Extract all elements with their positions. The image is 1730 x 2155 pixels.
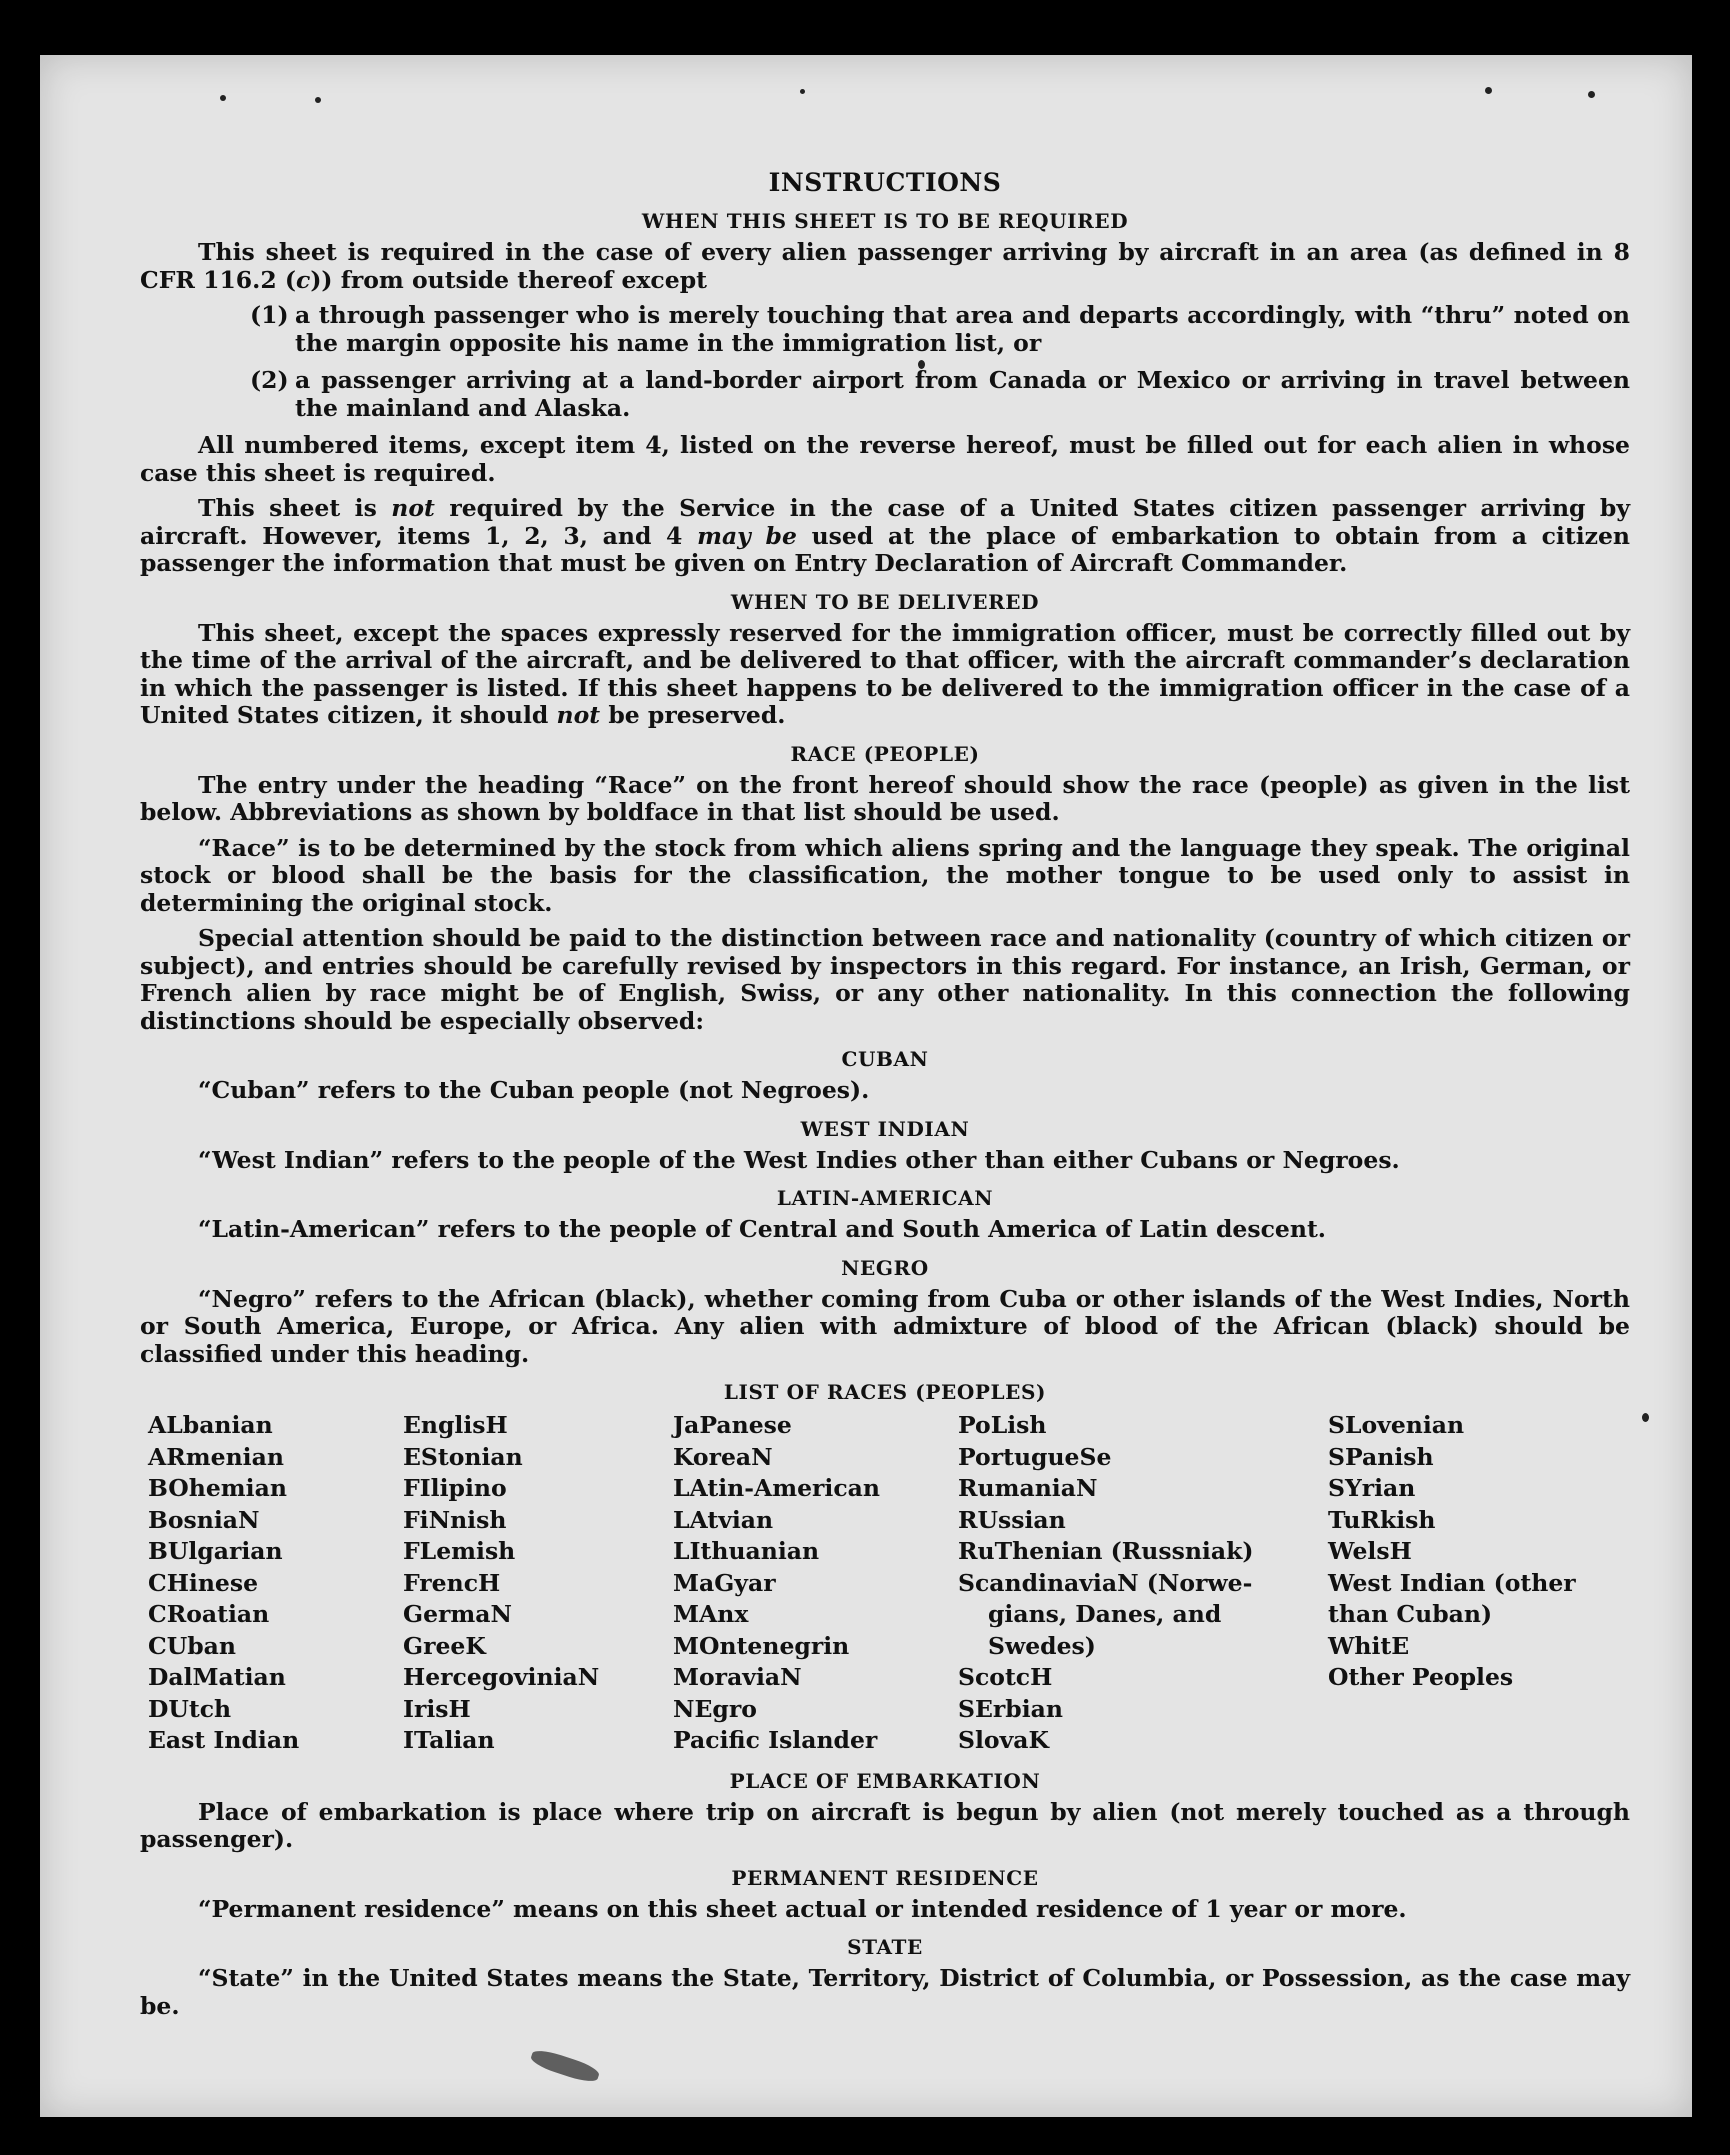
race-entry: ITalian bbox=[403, 1726, 495, 1754]
race-entry: LAtvian bbox=[673, 1505, 774, 1534]
race-entry: gians, Danes, and bbox=[988, 1600, 1222, 1628]
race-entry: RumaniaN bbox=[958, 1474, 1098, 1502]
races-column-5 bbox=[1328, 1410, 1613, 1757]
races-column-1 bbox=[148, 1410, 403, 1757]
race-entry: FiNnish bbox=[403, 1505, 507, 1534]
race-entry: LAtin-American bbox=[673, 1474, 880, 1502]
races-list bbox=[148, 1410, 1630, 1757]
section-heading-residence: PERMANENT RESIDENCE bbox=[731, 1865, 1039, 1890]
section-heading-negro: NEGRO bbox=[841, 1255, 929, 1280]
race-entry: EStonian bbox=[403, 1442, 523, 1471]
race-entry: MoraviaN bbox=[673, 1663, 802, 1691]
race-entry: SYrian bbox=[1328, 1474, 1416, 1502]
section-heading-delivered: WHEN TO BE DELIVERED bbox=[730, 589, 1040, 614]
speck bbox=[1485, 87, 1492, 94]
race-entry: RuThenian (Russniak) bbox=[958, 1537, 1254, 1565]
delivered-para: This sheet, except the spaces expressly reserved for the immigration officer, must be correctly filled out by the time of the arrival of the aircraft, and be delivered to that officer, with the aircraft commander’s declaration in which the passenger is listed. If this sheet happens to be delivered to the immigration officer in the case of a United States citizen, it should not be preserved. bbox=[140, 618, 1630, 729]
race-entry: BUlgarian bbox=[148, 1537, 283, 1565]
races-column-4 bbox=[958, 1410, 1328, 1757]
race-entry: than Cuban) bbox=[1328, 1600, 1493, 1628]
race-entry: LIthuanian bbox=[673, 1537, 820, 1565]
race-entry: MaGyar bbox=[673, 1568, 776, 1597]
race-entry: BosniaN bbox=[148, 1505, 260, 1534]
page-title: INSTRUCTIONS bbox=[768, 168, 1002, 197]
race-entry: PortugueSe bbox=[958, 1442, 1112, 1471]
race-entry: GreeK bbox=[403, 1631, 486, 1660]
speck bbox=[220, 95, 226, 101]
races-column-2 bbox=[403, 1410, 673, 1757]
race-entry: WhitE bbox=[1328, 1631, 1410, 1660]
section-heading-west-indian: WEST INDIAN bbox=[800, 1116, 970, 1141]
required-intro: This sheet is required in the case of every alien passenger arriving by aircraft in an area (as defined in 8 CFR 116.2 (c)) from outside thereof except bbox=[140, 238, 1630, 294]
race-entry: FrencH bbox=[403, 1568, 501, 1597]
race-entry: ARmenian bbox=[148, 1442, 284, 1471]
race-entry: HercegoviniaN bbox=[403, 1663, 600, 1691]
speck bbox=[800, 89, 805, 94]
race-entry: GermaN bbox=[403, 1600, 512, 1628]
section-heading-races-list: LIST OF RACES (PEOPLES) bbox=[723, 1380, 1047, 1404]
race-entry: ScandinaviaN (Norwe- bbox=[958, 1568, 1253, 1597]
race-entry: ScotcH bbox=[958, 1663, 1053, 1691]
race-entry: Other Peoples bbox=[1328, 1663, 1514, 1691]
negro-text: “Negro” refers to the African (black), whether coming from Cuba or other islands of the West Indies, North or South America, Europe, or Africa. Any alien with admixture of blood of the African (black) should be classified under this heading. bbox=[140, 1284, 1630, 1368]
residence-text: “Permanent residence” means on this sheet actual or intended residence of 1 year or more. bbox=[198, 1894, 1407, 1923]
race-entry: DUtch bbox=[148, 1694, 232, 1723]
section-heading-latin-american: LATIN-AMERICAN bbox=[776, 1186, 994, 1210]
section-heading-cuban: CUBAN bbox=[841, 1047, 929, 1071]
race-entry: SLovenian bbox=[1328, 1411, 1465, 1439]
document-sheet bbox=[40, 55, 1692, 2117]
race-entry: TuRkish bbox=[1328, 1505, 1436, 1534]
race-entry: CHinese bbox=[148, 1568, 259, 1597]
section-heading-race: RACE (PEOPLE) bbox=[790, 741, 980, 766]
section-heading-state: STATE bbox=[847, 1935, 923, 1959]
race-entry: FLemish bbox=[403, 1537, 516, 1565]
race-entry: JaPanese bbox=[673, 1411, 792, 1439]
section-heading-embarkation: PLACE OF EMBARKATION bbox=[729, 1768, 1041, 1793]
race-entry: MOntenegrin bbox=[673, 1631, 850, 1660]
instructions-content bbox=[140, 110, 1630, 2028]
race-entry: NEgro bbox=[673, 1694, 757, 1723]
race-para-3: Special attention should be paid to the distinction between race and nationality (country of which citizen or subject), and entries should be carefully revised by inspectors in this regard. For instance, an Irish, German, or French alien by race might be of English, Swiss, or any other nationality. In this connection the following distinctions should be especially observed: bbox=[140, 924, 1630, 1035]
race-entry: EnglisH bbox=[403, 1411, 508, 1439]
section-heading-required: WHEN THIS SHEET IS TO BE REQUIRED bbox=[641, 209, 1129, 233]
race-entry: PoLish bbox=[958, 1411, 1047, 1439]
exception-item-1: (1) a through passenger who is merely touching that area and departs accordingly, with “thru” noted on the margin opposite his name in the immigration list, or bbox=[250, 301, 1630, 357]
embarkation-text: Place of embarkation is place where trip on aircraft is begun by alien (not merely touched as a through passenger). bbox=[140, 1797, 1630, 1853]
race-entry: MAnx bbox=[673, 1600, 749, 1628]
race-entry: Pacific Islander bbox=[673, 1726, 878, 1754]
latin-american-text: “Latin-American” refers to the people of Central and South America of Latin descent. bbox=[198, 1215, 1326, 1243]
race-entry: SPanish bbox=[1328, 1442, 1434, 1471]
race-para-1: The entry under the heading “Race” on the front hereof should show the race (people) as given in the list below. Abbreviations as shown by boldface in that list should be used. bbox=[140, 770, 1630, 826]
race-entry: KoreaN bbox=[673, 1442, 773, 1471]
race-entry: SlovaK bbox=[958, 1726, 1049, 1754]
speck bbox=[1642, 1413, 1649, 1422]
race-entry: FIlipino bbox=[403, 1474, 507, 1502]
race-entry: Swedes) bbox=[988, 1631, 1096, 1660]
race-entry: West Indian (other bbox=[1328, 1568, 1576, 1597]
west-indian-text: “West Indian” refers to the people of the West Indies other than either Cubans or Negroes. bbox=[198, 1145, 1400, 1174]
state-text: “State” in the United States means the State, Territory, District of Columbia, or Possession, as the case may be. bbox=[140, 1964, 1630, 2020]
required-para-3: This sheet is not required by the Service in the case of a United States citizen passenger arriving by aircraft. However, items 1, 2, 3, and 4 may be used at the place of embarkation to obtain from a citizen passenger the information that must be given on Entry Declaration of Aircraft Commander. bbox=[140, 494, 1630, 577]
race-entry: CRoatian bbox=[148, 1600, 270, 1628]
ink-smudge bbox=[529, 2047, 601, 2086]
exception-item-2: (2) a passenger arriving at a land-border airport from Canada or Mexico or arriving in travel between the mainland and Alaska. bbox=[250, 366, 1630, 422]
races-column-3 bbox=[673, 1410, 958, 1757]
race-entry: BOhemian bbox=[148, 1474, 287, 1502]
race-para-2: “Race” is to be determined by the stock from which aliens spring and the language they speak. The original stock or blood shall be the basis for the classification, the mother tongue to be used only to assist in determining the original stock. bbox=[140, 833, 1630, 917]
race-entry: SErbian bbox=[958, 1694, 1063, 1723]
speck bbox=[1588, 91, 1595, 98]
race-entry: IrisH bbox=[403, 1694, 471, 1723]
race-entry: ALbanian bbox=[148, 1411, 273, 1439]
cuban-text: “Cuban” refers to the Cuban people (not Negroes). bbox=[198, 1076, 870, 1104]
race-entry: East Indian bbox=[148, 1726, 300, 1754]
race-entry: WelsH bbox=[1328, 1537, 1412, 1565]
race-entry: RUssian bbox=[958, 1505, 1066, 1534]
race-entry: CUban bbox=[148, 1631, 236, 1660]
speck bbox=[315, 97, 321, 103]
required-para-2: All numbered items, except item 4, listed on the reverse hereof, must be filled out for each alien in whose case this sheet is required. bbox=[140, 431, 1630, 487]
race-entry: DalMatian bbox=[148, 1663, 286, 1691]
